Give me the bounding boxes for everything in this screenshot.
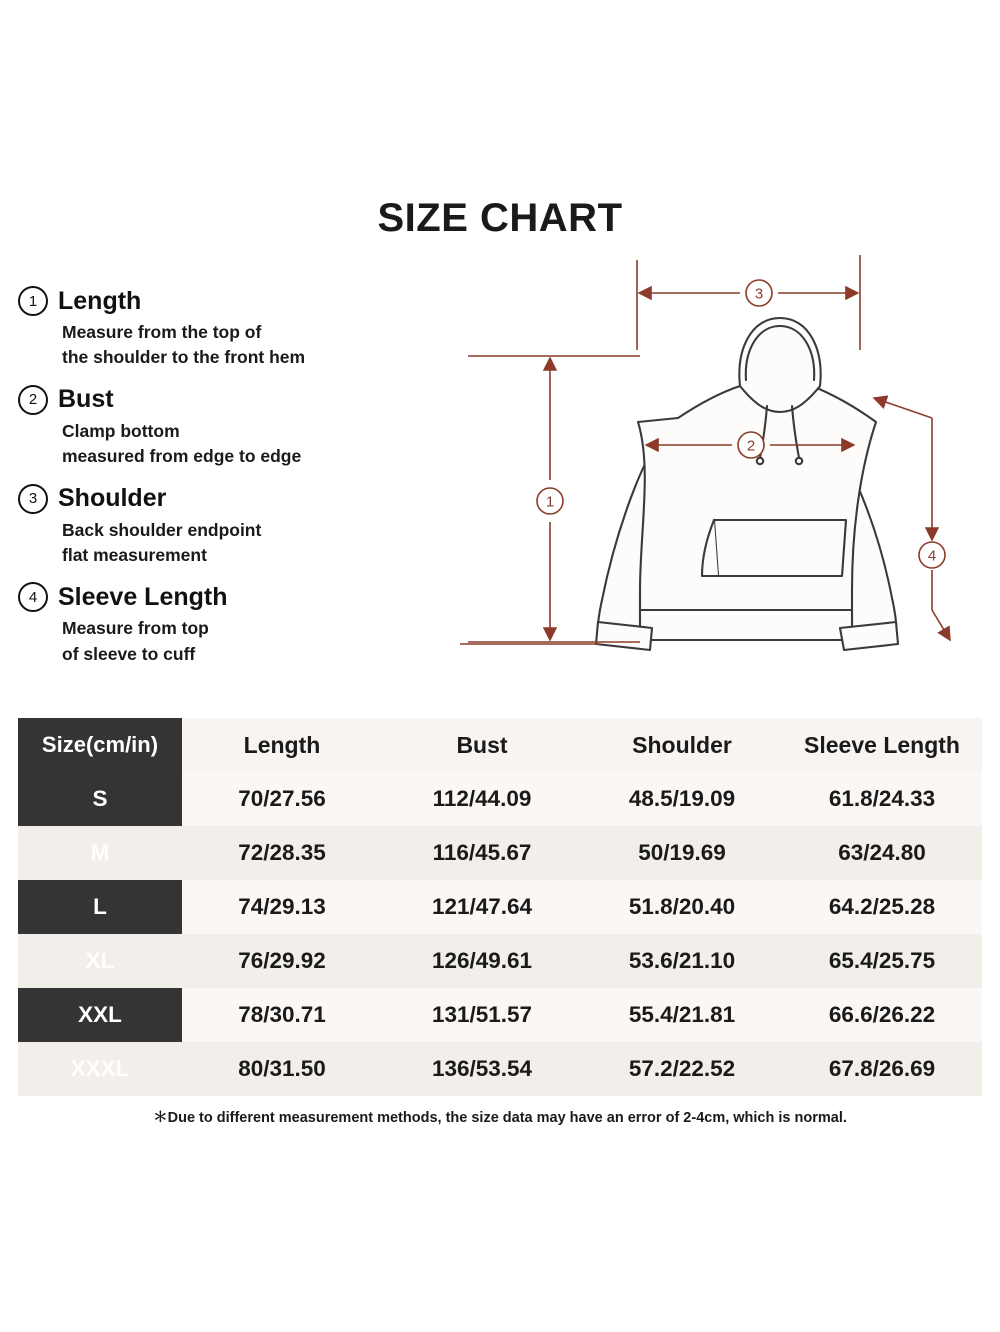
table-row bbox=[18, 772, 982, 826]
table-row bbox=[18, 1042, 982, 1096]
marker-1-icon: 1 bbox=[18, 286, 48, 316]
svg-text:1: 1 bbox=[545, 493, 555, 511]
hoodie-outline bbox=[596, 318, 898, 650]
legend-desc-bust-line1: Clamp bottom bbox=[62, 420, 180, 441]
cell-shoulder: 48.5/19.09 bbox=[582, 772, 782, 826]
legend-desc-length bbox=[62, 320, 438, 371]
legend-desc-sleeve-line2: of sleeve to cuff bbox=[62, 643, 196, 664]
cell-sleeve: 67.8/26.69 bbox=[782, 1042, 982, 1096]
header-size: Size(cm/in) bbox=[18, 718, 182, 772]
cell-length: 74/29.13 bbox=[182, 880, 382, 934]
legend-title-shoulder: Shoulder bbox=[58, 484, 167, 512]
legend-desc-sleeve-length bbox=[62, 616, 438, 667]
legend-title-sleeve-length: Sleeve Length bbox=[58, 582, 228, 611]
cell-bust: 131/51.57 bbox=[382, 988, 582, 1042]
table-header-row bbox=[18, 718, 982, 772]
table-row bbox=[18, 988, 982, 1042]
svg-text:3: 3 bbox=[754, 285, 764, 303]
size-table-wrapper bbox=[18, 718, 982, 1127]
cell-bust: 112/44.09 bbox=[382, 772, 582, 826]
measurement-footnote: ＊Due to different measurement methods, the size data may have an error of 2-4cm, which is normal. bbox=[153, 1110, 847, 1126]
cell-bust: 126/49.61 bbox=[382, 934, 582, 988]
header-bust: Bust bbox=[382, 718, 582, 772]
cell-bust: 136/53.54 bbox=[382, 1042, 582, 1096]
cell-length: 80/31.50 bbox=[182, 1042, 382, 1096]
header-length: Length bbox=[182, 718, 382, 772]
legend-item-length bbox=[18, 286, 438, 371]
legend-desc-length-line2: the shoulder to the front hem bbox=[62, 347, 306, 368]
cell-sleeve: 65.4/25.75 bbox=[782, 934, 982, 988]
table-row bbox=[18, 826, 982, 880]
marker-4-icon: 4 bbox=[18, 582, 48, 612]
legend-desc-bust bbox=[62, 419, 438, 470]
legend-desc-bust-line2: measured from edge to edge bbox=[62, 446, 302, 467]
header-sleeve-length: Sleeve Length bbox=[782, 718, 982, 772]
cell-size: XXXL bbox=[18, 1042, 182, 1096]
marker-3-icon: 3 bbox=[18, 484, 48, 514]
legend-desc-length-line1: Measure from the top of bbox=[62, 322, 262, 342]
cell-bust: 121/47.64 bbox=[382, 880, 582, 934]
cell-sleeve: 61.8/24.33 bbox=[782, 772, 982, 826]
svg-text:2: 2 bbox=[746, 437, 756, 455]
measurement-legend bbox=[18, 286, 438, 681]
legend-title-length: Length bbox=[58, 286, 142, 315]
size-table bbox=[18, 718, 982, 1096]
legend-item-bust bbox=[18, 385, 438, 470]
cell-shoulder: 50/19.69 bbox=[582, 826, 782, 880]
legend-desc-shoulder bbox=[62, 518, 438, 569]
legend-desc-shoulder-line2: flat measurement bbox=[62, 544, 207, 565]
cell-length: 78/30.71 bbox=[182, 988, 382, 1042]
table-row bbox=[18, 934, 982, 988]
svg-text:4: 4 bbox=[927, 547, 937, 565]
cell-sleeve: 66.6/26.22 bbox=[782, 988, 982, 1042]
cell-shoulder: 55.4/21.81 bbox=[582, 988, 782, 1042]
cell-size: L bbox=[18, 880, 182, 934]
cell-shoulder: 53.6/21.10 bbox=[582, 934, 782, 988]
cell-size: XL bbox=[18, 934, 182, 988]
cell-size: XXL bbox=[18, 988, 182, 1042]
cell-length: 70/27.56 bbox=[182, 772, 382, 826]
cell-size: S bbox=[18, 772, 182, 826]
legend-title-bust: Bust bbox=[58, 385, 114, 414]
header-shoulder: Shoulder bbox=[582, 718, 782, 772]
table-row bbox=[18, 880, 982, 934]
cell-length: 76/29.92 bbox=[182, 934, 382, 988]
legend-item-sleeve-length bbox=[18, 582, 438, 667]
legend-desc-sleeve-line1: Measure from top bbox=[62, 618, 209, 639]
legend-desc-shoulder-line1: Back shoulder endpoint bbox=[62, 519, 262, 540]
cell-length: 72/28.35 bbox=[182, 826, 382, 880]
garment-diagram bbox=[440, 240, 995, 700]
cell-sleeve: 63/24.80 bbox=[782, 826, 982, 880]
legend-item-shoulder bbox=[18, 484, 438, 569]
page-title: SIZE CHART bbox=[377, 196, 623, 240]
cell-shoulder: 57.2/22.52 bbox=[582, 1042, 782, 1096]
cell-shoulder: 51.8/20.40 bbox=[582, 880, 782, 934]
cell-size: M bbox=[18, 826, 182, 880]
cell-sleeve: 64.2/25.28 bbox=[782, 880, 982, 934]
cell-bust: 116/45.67 bbox=[382, 826, 582, 880]
marker-2-icon: 2 bbox=[18, 385, 48, 415]
